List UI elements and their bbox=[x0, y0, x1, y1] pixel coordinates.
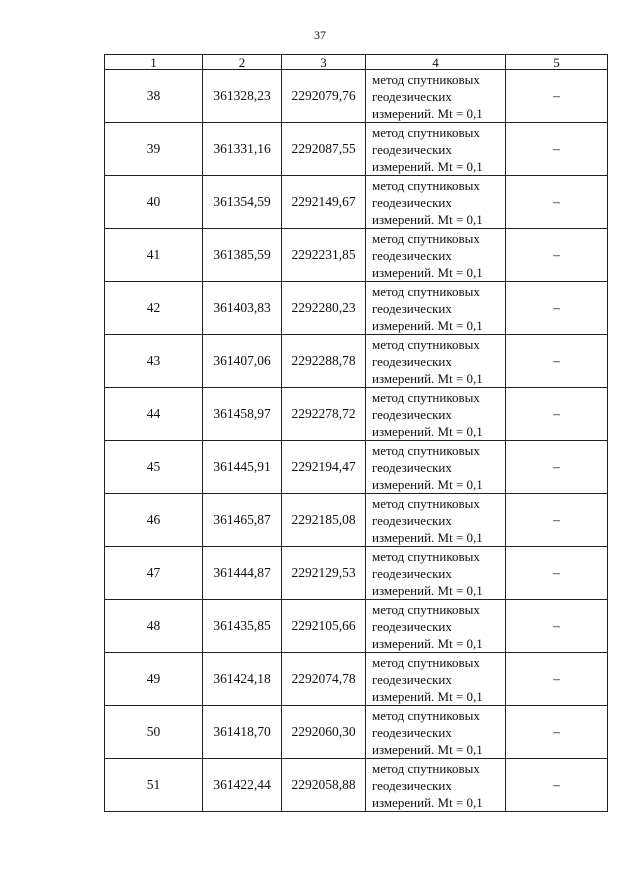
point-number-cell: 45 bbox=[105, 441, 203, 494]
table-row bbox=[105, 282, 608, 335]
point-number-cell: 42 bbox=[105, 282, 203, 335]
note-cell: – bbox=[506, 123, 608, 176]
note-cell: – bbox=[506, 600, 608, 653]
method-text-line: измерений. Mt = 0,1 bbox=[372, 635, 483, 651]
point-number-cell: 43 bbox=[105, 335, 203, 388]
method-text-line: измерений. Mt = 0,1 bbox=[372, 158, 483, 174]
table-row bbox=[105, 706, 608, 759]
method-cell bbox=[366, 123, 506, 176]
column-header-1: 1 bbox=[105, 55, 203, 70]
table-row bbox=[105, 653, 608, 706]
column-header-4: 4 bbox=[366, 55, 506, 70]
table-row bbox=[105, 759, 608, 812]
table-row bbox=[105, 494, 608, 547]
method-cell bbox=[366, 335, 506, 388]
method-text-line: метод спутниковых bbox=[372, 230, 480, 246]
method-text-line: геодезических bbox=[372, 459, 452, 475]
table-row bbox=[105, 441, 608, 494]
method-text-line: измерений. Mt = 0,1 bbox=[372, 211, 483, 227]
method-text-line: метод спутниковых bbox=[372, 442, 480, 458]
table-body bbox=[105, 70, 608, 812]
method-text-line: геодезических bbox=[372, 618, 452, 634]
x-coordinate-cell: 361328,23 bbox=[203, 70, 282, 123]
y-coordinate-cell: 2292278,72 bbox=[282, 388, 366, 441]
coordinates-table bbox=[104, 54, 608, 812]
note-cell: – bbox=[506, 176, 608, 229]
method-cell bbox=[366, 229, 506, 282]
method-text-line: геодезических bbox=[372, 724, 452, 740]
x-coordinate-cell: 361465,87 bbox=[203, 494, 282, 547]
method-text-line: метод спутниковых bbox=[372, 654, 480, 670]
x-coordinate-cell: 361445,91 bbox=[203, 441, 282, 494]
x-coordinate-cell: 361331,16 bbox=[203, 123, 282, 176]
method-text-line: геодезических bbox=[372, 247, 452, 263]
method-text-line: измерений. Mt = 0,1 bbox=[372, 741, 483, 757]
table-row bbox=[105, 123, 608, 176]
method-text-line: измерений. Mt = 0,1 bbox=[372, 317, 483, 333]
page-number: 37 bbox=[314, 28, 326, 42]
method-text-line: геодезических bbox=[372, 512, 452, 528]
method-text-line: метод спутниковых bbox=[372, 548, 480, 564]
method-text-line: метод спутниковых bbox=[372, 760, 480, 776]
x-coordinate-cell: 361418,70 bbox=[203, 706, 282, 759]
point-number-cell: 49 bbox=[105, 653, 203, 706]
y-coordinate-cell: 2292074,78 bbox=[282, 653, 366, 706]
y-coordinate-cell: 2292060,30 bbox=[282, 706, 366, 759]
x-coordinate-cell: 361444,87 bbox=[203, 547, 282, 600]
method-text-line: измерений. Mt = 0,1 bbox=[372, 476, 483, 492]
method-cell bbox=[366, 759, 506, 812]
method-text-line: измерений. Mt = 0,1 bbox=[372, 529, 483, 545]
method-cell bbox=[366, 441, 506, 494]
point-number-cell: 40 bbox=[105, 176, 203, 229]
method-text-line: геодезических bbox=[372, 194, 452, 210]
method-text-line: геодезических bbox=[372, 141, 452, 157]
method-text-line: геодезических bbox=[372, 353, 452, 369]
point-number-cell: 46 bbox=[105, 494, 203, 547]
y-coordinate-cell: 2292058,88 bbox=[282, 759, 366, 812]
y-coordinate-cell: 2292129,53 bbox=[282, 547, 366, 600]
method-text-line: геодезических bbox=[372, 565, 452, 581]
note-cell: – bbox=[506, 282, 608, 335]
method-text-line: метод спутниковых bbox=[372, 389, 480, 405]
method-text-line: измерений. Mt = 0,1 bbox=[372, 370, 483, 386]
method-text-line: метод спутниковых bbox=[372, 336, 480, 352]
method-text-line: геодезических bbox=[372, 777, 452, 793]
x-coordinate-cell: 361458,97 bbox=[203, 388, 282, 441]
note-cell: – bbox=[506, 547, 608, 600]
method-cell bbox=[366, 706, 506, 759]
y-coordinate-cell: 2292194,47 bbox=[282, 441, 366, 494]
column-header-3: 3 bbox=[282, 55, 366, 70]
method-text-line: измерений. Mt = 0,1 bbox=[372, 264, 483, 280]
x-coordinate-cell: 361435,85 bbox=[203, 600, 282, 653]
method-cell bbox=[366, 653, 506, 706]
table-row bbox=[105, 70, 608, 123]
method-text-line: метод спутниковых bbox=[372, 283, 480, 299]
y-coordinate-cell: 2292280,23 bbox=[282, 282, 366, 335]
method-text-line: метод спутниковых bbox=[372, 707, 480, 723]
method-text-line: измерений. Mt = 0,1 bbox=[372, 582, 483, 598]
method-text-line: измерений. Mt = 0,1 bbox=[372, 794, 483, 810]
method-text-line: измерений. Mt = 0,1 bbox=[372, 423, 483, 439]
x-coordinate-cell: 361403,83 bbox=[203, 282, 282, 335]
y-coordinate-cell: 2292231,85 bbox=[282, 229, 366, 282]
note-cell: – bbox=[506, 441, 608, 494]
point-number-cell: 38 bbox=[105, 70, 203, 123]
point-number-cell: 44 bbox=[105, 388, 203, 441]
note-cell: – bbox=[506, 653, 608, 706]
y-coordinate-cell: 2292288,78 bbox=[282, 335, 366, 388]
y-coordinate-cell: 2292079,76 bbox=[282, 70, 366, 123]
note-cell: – bbox=[506, 70, 608, 123]
method-text-line: геодезических bbox=[372, 300, 452, 316]
x-coordinate-cell: 361424,18 bbox=[203, 653, 282, 706]
method-cell bbox=[366, 176, 506, 229]
x-coordinate-cell: 361385,59 bbox=[203, 229, 282, 282]
note-cell: – bbox=[506, 229, 608, 282]
point-number-cell: 48 bbox=[105, 600, 203, 653]
method-cell bbox=[366, 547, 506, 600]
method-text-line: геодезических bbox=[372, 88, 452, 104]
table-row bbox=[105, 547, 608, 600]
note-cell: – bbox=[506, 388, 608, 441]
method-cell bbox=[366, 70, 506, 123]
method-cell bbox=[366, 388, 506, 441]
method-text-line: метод спутниковых bbox=[372, 495, 480, 511]
method-text-line: метод спутниковых bbox=[372, 177, 480, 193]
point-number-cell: 50 bbox=[105, 706, 203, 759]
method-text-line: геодезических bbox=[372, 406, 452, 422]
x-coordinate-cell: 361407,06 bbox=[203, 335, 282, 388]
point-number-cell: 47 bbox=[105, 547, 203, 600]
note-cell: – bbox=[506, 759, 608, 812]
method-text-line: метод спутниковых bbox=[372, 601, 480, 617]
method-text-line: измерений. Mt = 0,1 bbox=[372, 105, 483, 121]
table-row bbox=[105, 335, 608, 388]
point-number-cell: 39 bbox=[105, 123, 203, 176]
method-text-line: метод спутниковых bbox=[372, 124, 480, 140]
y-coordinate-cell: 2292149,67 bbox=[282, 176, 366, 229]
table-row bbox=[105, 388, 608, 441]
column-header-2: 2 bbox=[203, 55, 282, 70]
header-row bbox=[105, 55, 608, 70]
table-row bbox=[105, 600, 608, 653]
y-coordinate-cell: 2292105,66 bbox=[282, 600, 366, 653]
x-coordinate-cell: 361422,44 bbox=[203, 759, 282, 812]
y-coordinate-cell: 2292185,08 bbox=[282, 494, 366, 547]
point-number-cell: 41 bbox=[105, 229, 203, 282]
method-text-line: измерений. Mt = 0,1 bbox=[372, 688, 483, 704]
column-header-5: 5 bbox=[506, 55, 608, 70]
point-number-cell: 51 bbox=[105, 759, 203, 812]
method-cell bbox=[366, 600, 506, 653]
y-coordinate-cell: 2292087,55 bbox=[282, 123, 366, 176]
table-row bbox=[105, 229, 608, 282]
method-text-line: метод спутниковых bbox=[372, 71, 480, 87]
table-row bbox=[105, 176, 608, 229]
note-cell: – bbox=[506, 494, 608, 547]
note-cell: – bbox=[506, 706, 608, 759]
method-text-line: геодезических bbox=[372, 671, 452, 687]
method-cell bbox=[366, 282, 506, 335]
note-cell: – bbox=[506, 335, 608, 388]
method-cell bbox=[366, 494, 506, 547]
x-coordinate-cell: 361354,59 bbox=[203, 176, 282, 229]
